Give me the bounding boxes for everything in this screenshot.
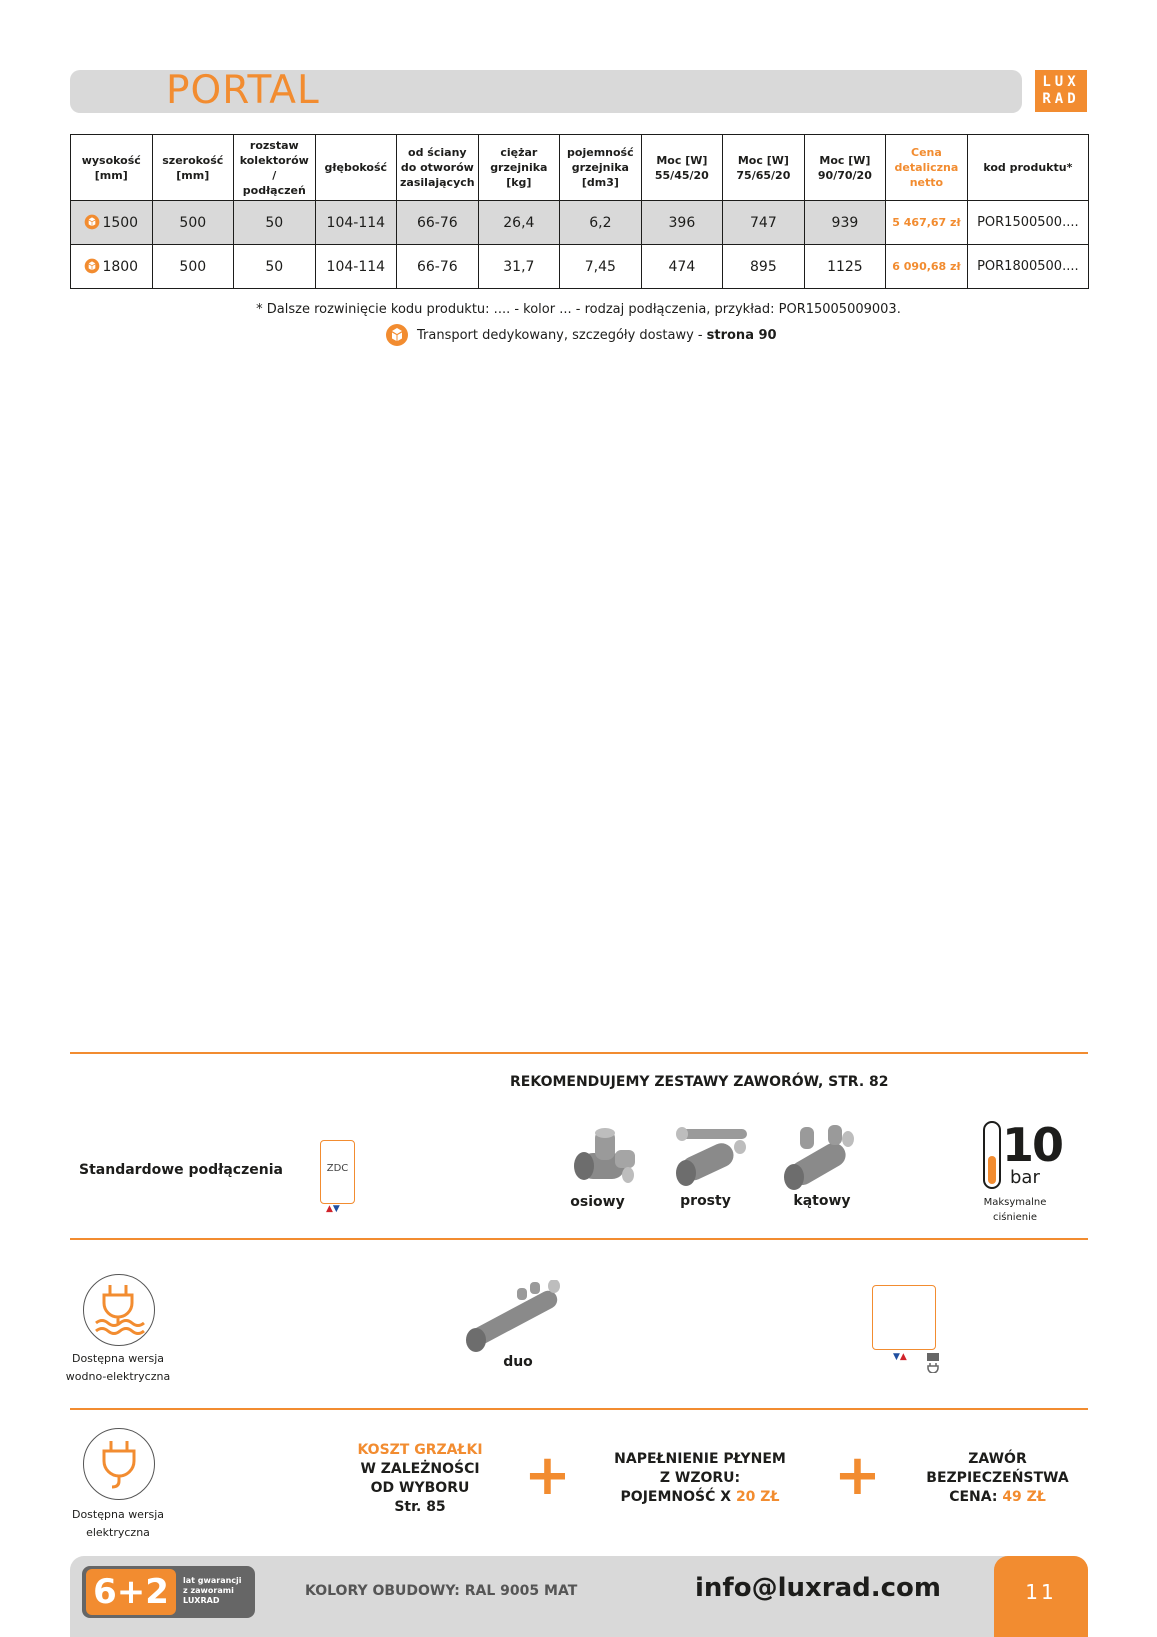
flow-arrows-icon-2: ▼▲	[893, 1352, 907, 1362]
header-line: [mm]	[94, 168, 128, 182]
safety-valve-price: 49 ZŁ	[1002, 1489, 1046, 1505]
plug-water-icon	[84, 1275, 154, 1345]
warranty-text-line-1: lat gwarancji	[183, 1576, 242, 1585]
cell-value: 396	[668, 214, 696, 231]
cell-value: 747	[750, 214, 777, 231]
axial-valve-icon	[570, 1125, 640, 1195]
cell-value: 104-114	[326, 258, 386, 275]
fluid-fill-price: 20 ZŁ	[735, 1489, 780, 1505]
valve-type-straight: prosty	[680, 1193, 731, 1209]
heater-cost-line-4: Str. 85	[394, 1499, 446, 1515]
table-cell	[478, 245, 560, 289]
logo-line-1: LUX	[1042, 74, 1080, 90]
warranty-text-line-3: LUXRAD	[183, 1596, 220, 1605]
cell-value: 895	[750, 258, 777, 275]
standard-connections-label: Standardowe podłączenia	[79, 1162, 283, 1178]
transport-icon	[84, 258, 100, 274]
duo-label: duo	[503, 1354, 533, 1370]
table-cell	[152, 245, 234, 289]
valves-heading: REKOMENDUJEMY ZESTAWY ZAWORÓW, STR. 82	[510, 1074, 889, 1090]
table-header-cell	[478, 135, 560, 201]
table-cell	[723, 245, 805, 289]
divider-line-1	[70, 1052, 1088, 1054]
electric-caption	[58, 1506, 178, 1542]
plug-icon	[84, 1429, 154, 1499]
header-line: kod produktu*	[983, 161, 1073, 174]
safety-valve-line-2: BEZPIECZEŃSTWA	[926, 1470, 1069, 1486]
table-cell	[234, 245, 316, 289]
safety-valve-prefix: CENA:	[949, 1489, 1003, 1505]
table-header-cell	[315, 135, 397, 201]
pressure-caption-line-2: ciśnienie	[992, 1212, 1038, 1223]
warranty-text	[183, 1576, 251, 1606]
header-line: ciężar	[500, 146, 538, 159]
heater-cost-label	[340, 1441, 500, 1517]
electric-caption-line-1: Dostępna wersja	[71, 1508, 165, 1521]
cell-value: 7,45	[584, 258, 616, 275]
safety-valve-line-3	[910, 1488, 1085, 1507]
housing-colors: KOLORY OBUDOWY: RAL 9005 MAT	[305, 1583, 578, 1599]
water-electric-caption-line-1: Dostępna wersja	[71, 1352, 165, 1365]
header-line: szerokość	[162, 153, 224, 167]
header-line: podłączeń	[242, 183, 306, 197]
header-line: rozstaw	[249, 138, 299, 152]
table-header-cell	[560, 135, 642, 201]
heater-cost-line-1: KOSZT GRZAŁKI	[357, 1442, 483, 1458]
header-line: Moc [W]	[819, 153, 871, 167]
cell-value: 50	[265, 214, 284, 231]
flow-arrows-icon: ▲▼	[326, 1204, 340, 1214]
cell-value: 500	[179, 258, 207, 275]
table-cell	[315, 201, 397, 245]
zdc-connection-diagram	[320, 1140, 355, 1204]
cell-value: POR1500500....	[977, 215, 1079, 230]
table-header-row	[71, 135, 1089, 201]
header-line: do otworów	[400, 161, 474, 174]
header-line: netto	[909, 176, 944, 189]
table-header-cell	[723, 135, 805, 201]
table-cell	[315, 245, 397, 289]
safety-valve-line-1: ZAWÓR	[968, 1451, 1027, 1467]
cell-value: 50	[265, 258, 284, 275]
fluid-fill-line-2: Z WZORU:	[659, 1470, 741, 1486]
table-cell	[967, 201, 1088, 245]
header-line: 75/65/20	[736, 168, 791, 182]
table-cell	[71, 201, 153, 245]
header-line: Moc [W]	[737, 153, 789, 167]
page-title: PORTAL	[166, 68, 320, 113]
cell-value: 5 467,67 zł	[892, 216, 961, 229]
fluid-fill-prefix: POJEMNOŚĆ X	[620, 1489, 736, 1505]
header-line: od ściany	[408, 146, 467, 159]
cell-value: 474	[668, 258, 696, 275]
header-line: głębokość	[324, 161, 388, 174]
table-cell	[397, 201, 479, 245]
water-electric-caption	[58, 1350, 178, 1386]
heater-cost-line-2: W ZALEŻNOŚCI	[360, 1461, 480, 1477]
cell-value: 1500	[102, 215, 139, 231]
cell-value: 104-114	[326, 214, 386, 231]
header-line: [dm3]	[581, 176, 619, 189]
header-line: grzejnika	[490, 161, 548, 174]
table-cell	[641, 245, 723, 289]
heater-cost-line-3: OD WYBORU	[370, 1480, 470, 1496]
zdc-label: ZDC	[326, 1163, 349, 1174]
table-cell	[397, 245, 479, 289]
warranty-number: 6+2	[86, 1569, 176, 1615]
warranty-text-line-2: z zaworami	[183, 1586, 234, 1595]
cell-value: 500	[179, 214, 207, 231]
cell-value: 26,4	[503, 214, 535, 231]
table-header-cell	[234, 135, 316, 201]
table-cell	[234, 201, 316, 245]
cell-value: 31,7	[503, 258, 535, 275]
table-cell	[71, 245, 153, 289]
table-cell	[723, 201, 805, 245]
angle-valve-icon	[780, 1125, 860, 1195]
table-header-cell	[641, 135, 723, 201]
pressure-unit: bar	[1010, 1167, 1040, 1188]
header-line: detaliczna	[894, 161, 959, 174]
table-header-cell	[804, 135, 886, 201]
fluid-fill-line-1: NAPEŁNIENIE PŁYNEM	[614, 1451, 786, 1467]
radiator-electric-diagram	[872, 1285, 936, 1350]
table-cell	[804, 245, 886, 289]
valve-type-axial: osiowy	[570, 1194, 625, 1210]
table-header-cell	[152, 135, 234, 201]
header-line: wysokość	[81, 153, 141, 167]
table-cell	[478, 201, 560, 245]
table-row	[71, 245, 1089, 289]
cell-value: 6 090,68 zł	[892, 260, 961, 273]
table-cell	[560, 201, 642, 245]
table-cell	[560, 245, 642, 289]
cell-value: 6,2	[589, 214, 612, 231]
table-cell	[886, 245, 968, 289]
divider-line-2	[70, 1238, 1088, 1240]
header-line: Moc [W]	[656, 153, 708, 167]
page-number: 11	[994, 1556, 1088, 1637]
water-electric-caption-line-2: wodno-elektryczna	[65, 1370, 171, 1383]
divider-line-3	[70, 1408, 1088, 1410]
cell-value: 939	[831, 214, 859, 231]
table-cell	[804, 201, 886, 245]
table-row	[71, 201, 1089, 245]
contact-email[interactable]: info@luxrad.com	[695, 1573, 942, 1603]
thermometer-icon	[982, 1120, 1002, 1190]
fluid-fill-label	[595, 1450, 805, 1507]
valve-type-angle: kątowy	[793, 1193, 851, 1209]
luxrad-logo	[1035, 70, 1087, 112]
table-header-cell	[886, 135, 968, 201]
pressure-value: 10	[1002, 1118, 1063, 1172]
electric-icon	[83, 1428, 155, 1500]
footnote: * Dalsze rozwinięcie kodu produktu: .... - kolor ... - rodzaj podłączenia, przykład: POR15005009003.	[256, 302, 901, 317]
table-cell	[152, 201, 234, 245]
header-line: 55/45/20	[654, 168, 709, 182]
header-line: 90/70/20	[817, 168, 872, 182]
table-cell	[641, 201, 723, 245]
safety-valve-label	[910, 1450, 1085, 1507]
water-electric-icon	[83, 1274, 155, 1346]
table-header-cell	[967, 135, 1088, 201]
transport-note	[385, 323, 777, 347]
header-line: [kg]	[506, 176, 532, 189]
table-cell	[967, 245, 1088, 289]
plus-icon-2: +	[834, 1443, 881, 1508]
cell-value: POR1800500....	[977, 259, 1079, 274]
electric-caption-line-2: elektryczna	[86, 1526, 150, 1539]
fluid-fill-line-3	[595, 1488, 805, 1507]
cell-value: 66-76	[416, 258, 458, 275]
transport-link[interactable]: strona 90	[706, 327, 777, 343]
table-cell	[886, 201, 968, 245]
plus-icon-1: +	[524, 1443, 571, 1508]
cell-value: 1125	[827, 258, 863, 275]
header-line: grzejnika	[571, 161, 629, 174]
straight-valve-icon	[672, 1125, 747, 1190]
cell-value: 66-76	[416, 214, 458, 231]
transport-icon	[84, 214, 100, 230]
header-line: pojemność	[567, 146, 634, 159]
logo-line-2: RAD	[1042, 91, 1080, 107]
pressure-caption	[975, 1195, 1055, 1225]
header-line: [mm]	[176, 168, 210, 182]
pressure-caption-line-1: Maksymalne	[983, 1197, 1047, 1208]
heater-plug-icon	[925, 1353, 941, 1373]
table-header-cell	[397, 135, 479, 201]
cell-value: 1800	[102, 259, 139, 275]
header-line: Cena	[911, 146, 942, 159]
header-line: kolektorów /	[239, 153, 309, 182]
header-line: zasilających	[400, 176, 475, 189]
spec-table	[70, 134, 1089, 289]
transport-text: Transport dedykowany, szczegóły dostawy -	[417, 327, 703, 343]
table-header-cell	[71, 135, 153, 201]
transport-icon	[385, 323, 409, 347]
duo-valve-icon	[462, 1280, 562, 1355]
